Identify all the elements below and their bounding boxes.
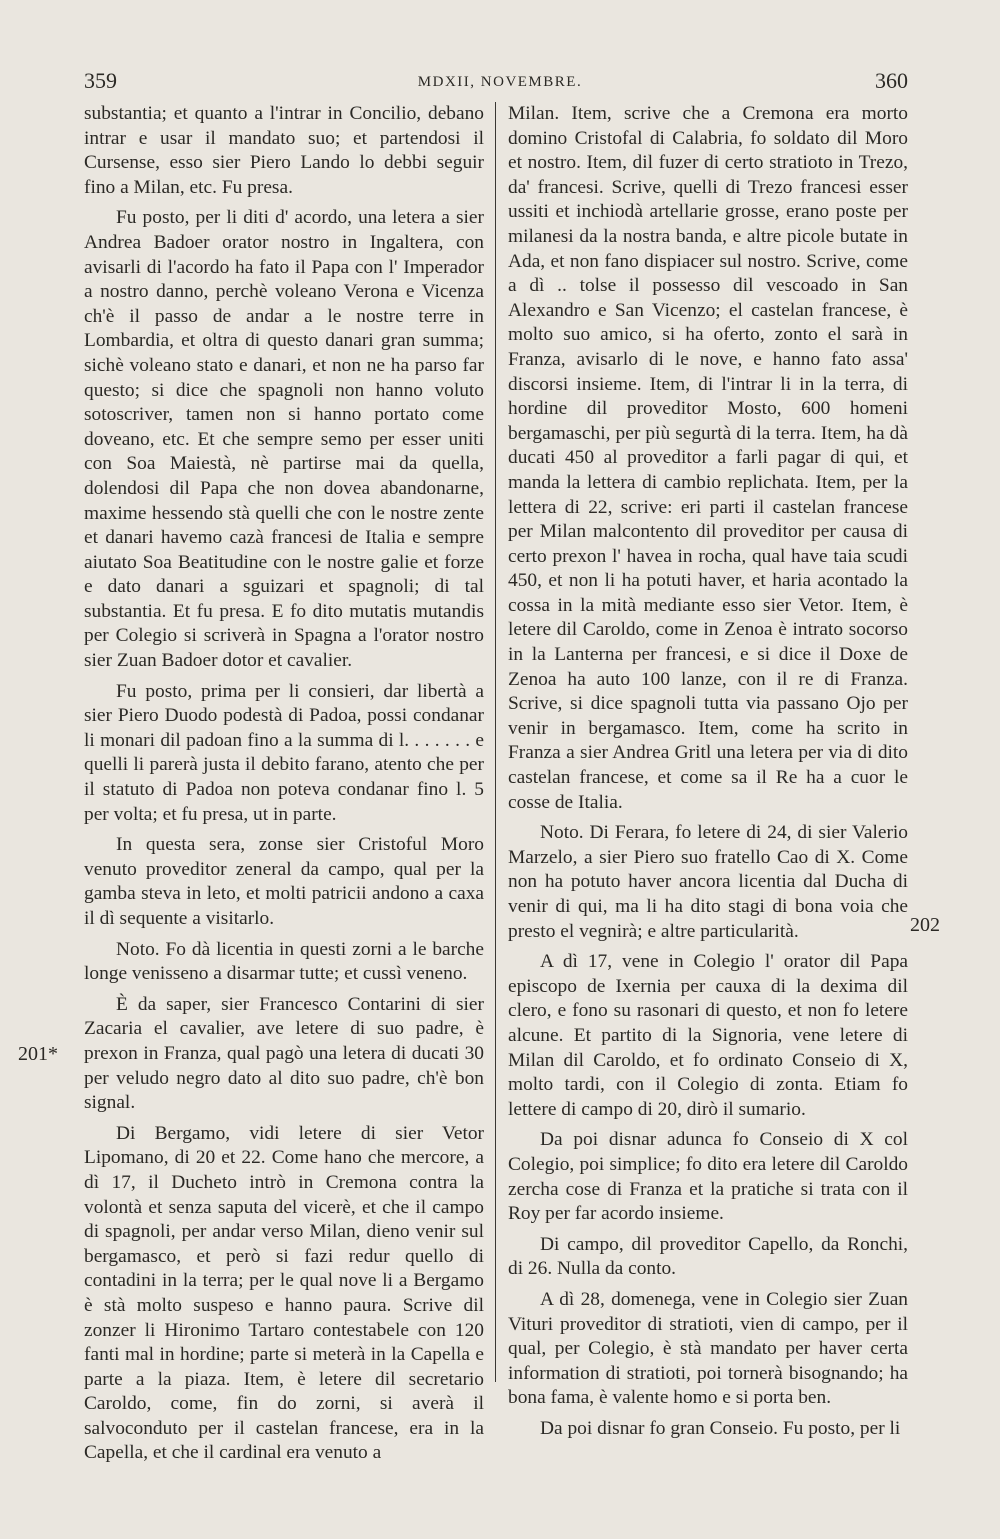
paragraph: Noto. Fo dà licentia in questi zorni a le barche longe venisseno a disarmar tutte; et cussì veneno. xyxy=(84,938,484,985)
paragraph: Di campo, dil proveditor Capello, da Ronchi, di 26. Nulla da conto. xyxy=(508,1233,908,1280)
margin-note-right: 202 xyxy=(910,914,940,936)
margin-note-left: 201* xyxy=(18,1043,58,1065)
paragraph: substantia; et quanto a l'intrar in Concilio, debano intrar e usar il mandato suo; et partendosi il Cursense, esso sier Piero Lando lo debbi seguir fino a Milan, etc. Fu presa. xyxy=(84,103,484,198)
paragraph: A dì 17, vene in Colegio l' orator dil Papa episcopo de Ixernia per cauxa di la dexima dil clero, e fono su rasonari di questo, et non fo letere alcune. Et partito di la Signoria, vene letere di Milan dil Caroldo, et fo ordinato Conseio di X, molto tardi, con il Colegio di zonta. Etiam fo lettere di campo di 20, dirò il sumario. xyxy=(508,951,908,1120)
page-number-left: 359 xyxy=(84,68,117,93)
paragraph: Da poi disnar fo gran Conseio. Fu posto, per li xyxy=(540,1417,901,1439)
paragraph: In questa sera, zonse sier Cristoful Moro venuto proveditor zeneral da campo, qual per la gamba steva in leto, et molti patricii andono a caxa il dì sequente a visitarlo. xyxy=(84,834,484,929)
paragraph: Noto. Di Ferara, fo letere di 24, di sier Valerio Marzelo, a sier Piero suo fratello Cao di X. Come non ha potuto haver ancora licentia dal Ducha di venir di qui, ma li ha dito stagi di bona voia che presto el vegnirà; e altre particularità. xyxy=(508,822,908,942)
page-number-right: 360 xyxy=(875,68,908,93)
right-column xyxy=(508,102,908,1447)
paragraph: È da saper, sier Francesco Contarini di sier Zacaria el cavalier, ave letere di suo padre, è prexon in Franza, qual pagò una letera di ducati 30 per veludo negro dato al dito suo padre, ch'è bon signal. xyxy=(84,993,484,1114)
paragraph: Fu posto, per li diti d' acordo, una letera a sier Andrea Badoer orator nostro in Ingaltera, con avisarli di l'acordo ha fato il Papa con l' Imperador a nostro danno, perchè voleano Verona e Vicenza ch'è il passo de andar a le nostre terre in Lombardia, et oltra di questo danari gran summa; sichè voleano stato e danari, et non ne ha parso far questo; si dice che spagnoli non hanno voluto sotoscriver, tamen non si hanno portato come doveano, etc. Et che sempre semo per esser uniti con Soa Maiestà, nè partirse mai da quella, dolendosi dil Papa che non dovea abandonarne, maxime hessendo stà quelli che con le nostre zente et danari havemo cazà francesi de Italia e sempre aiutato Soa Beatitudine con le nostre galie et forze e dato danari a sguizari et spagnoli; di tal substantia. Et fu presa. E fo dito mutatis mutandis per Colegio si scriverà in Spagna a l'orator nostro sier Zuan Badoer dotor et cavalier. xyxy=(84,207,484,672)
paragraph: A dì 28, domenega, vene in Colegio sier Zuan Vituri proveditor di stratioti, vien di campo, per il qual, per Colegio, è stà mandato per haver certa information di stratioti, poi tornerà bisognando; ha bona fama, è valente homo e si porta ben. xyxy=(508,1288,908,1409)
paragraph: Milan. Item, scrive che a Cremona era morto domino Cristofal di Calabria, fo soldato dil Moro et nostro. Item, dil fuzer di certo stratioto in Trezo, da' francesi. Scrive, quelli di Trezo francesi esser ussiti et inchiodà artellarie grosse, erano poste per milanesi da la nostra banda, e altre picole butate in Ada, et non fano dispiacer sul nostro. Scrive, come a dì .. tolse il possesso dil vescoado in San Alexandro e San Vicenzo; el castelan francese, è molto suo amico, si ha oferto, zonto el sarà in Franza, avisarlo di le nove, e hanno fato assa' discorsi insieme. Item, di l'intrar li in la terra, di hordine dil proveditor Mosto, 600 homeni bergamaschi, per più segurtà di la terra. Item, ha dà ducati 450 al proveditor a farli pagar di qui, et manda la lettera di cambio replichata. Item, per la lettera di 22, scrive: eri parti il castelan francese per Milan malcontento dil proveditor per causa di certo prexon l' havea in rocha, qual have taia scudi 450, et non li ha potuti haver, et haria acontado la cossa in la mità mediante esso sier Vetor. Item, è letere dil Caroldo, come in Zenoa è intrato socorso in la Lanterna per francesi, e si dice il Doxe de Zenoa ha auto 100 lanze, con il re di Franza. Scrive, si dice spagnoli tutta via passano Ojo per venir in bergamasco. Item, come ha scrito in Franza a sier Andrea Gritl una letera per via di dito castelan francese, et come sa il Re ha a cuor le cosse de Italia. xyxy=(508,103,908,813)
column-divider xyxy=(495,102,496,1382)
running-title: MDXII, NOVEMBRE. xyxy=(417,74,583,90)
paragraph: Di Bergamo, vidi letere di sier Vetor Lipomano, di 20 et 22. Come hano che mercore, a dì 17, il Ducheto intrò in Cremona contra la volontà et senza saputa del vicerè, et che il campo di spagnoli, per andar verso Milan, dieno venir sul bergamasco, et però si fazi redur quello di contadini in la terra; per le qual nove li a Bergamo è stà molto suspeso e hanno paura. Scrive dil zonzer li Hironimo Tartaro contestabele con 120 fanti mal in hordine; parte si meterà in la Capella e parte a la piaza. Item, è letere dil secretario Caroldo, come, fin do zorni, si averà il salvoconduto per il castelan francese, era in la Capella, et che il cardinal era venuto a xyxy=(84,1122,484,1464)
left-column xyxy=(84,102,484,1472)
paragraph: Fu posto, prima per li consieri, dar libertà a sier Piero Duodo podestà di Padoa, possi condanar li monari dil padoan fino a la summa di l. . . . . . . e quelli li parerà justa il debito farano, atento che per il statuto di Padoa non poteva condanar fino l. 5 per volta; et fu presa, ut in parte. xyxy=(84,680,484,825)
paragraph: Da poi disnar adunca fo Conseio di X col Colegio, poi simplice; fo dito era letere dil Caroldo zercha cose di Franza et la pratiche si trata con il Roy per far acordo insieme. xyxy=(508,1129,908,1225)
